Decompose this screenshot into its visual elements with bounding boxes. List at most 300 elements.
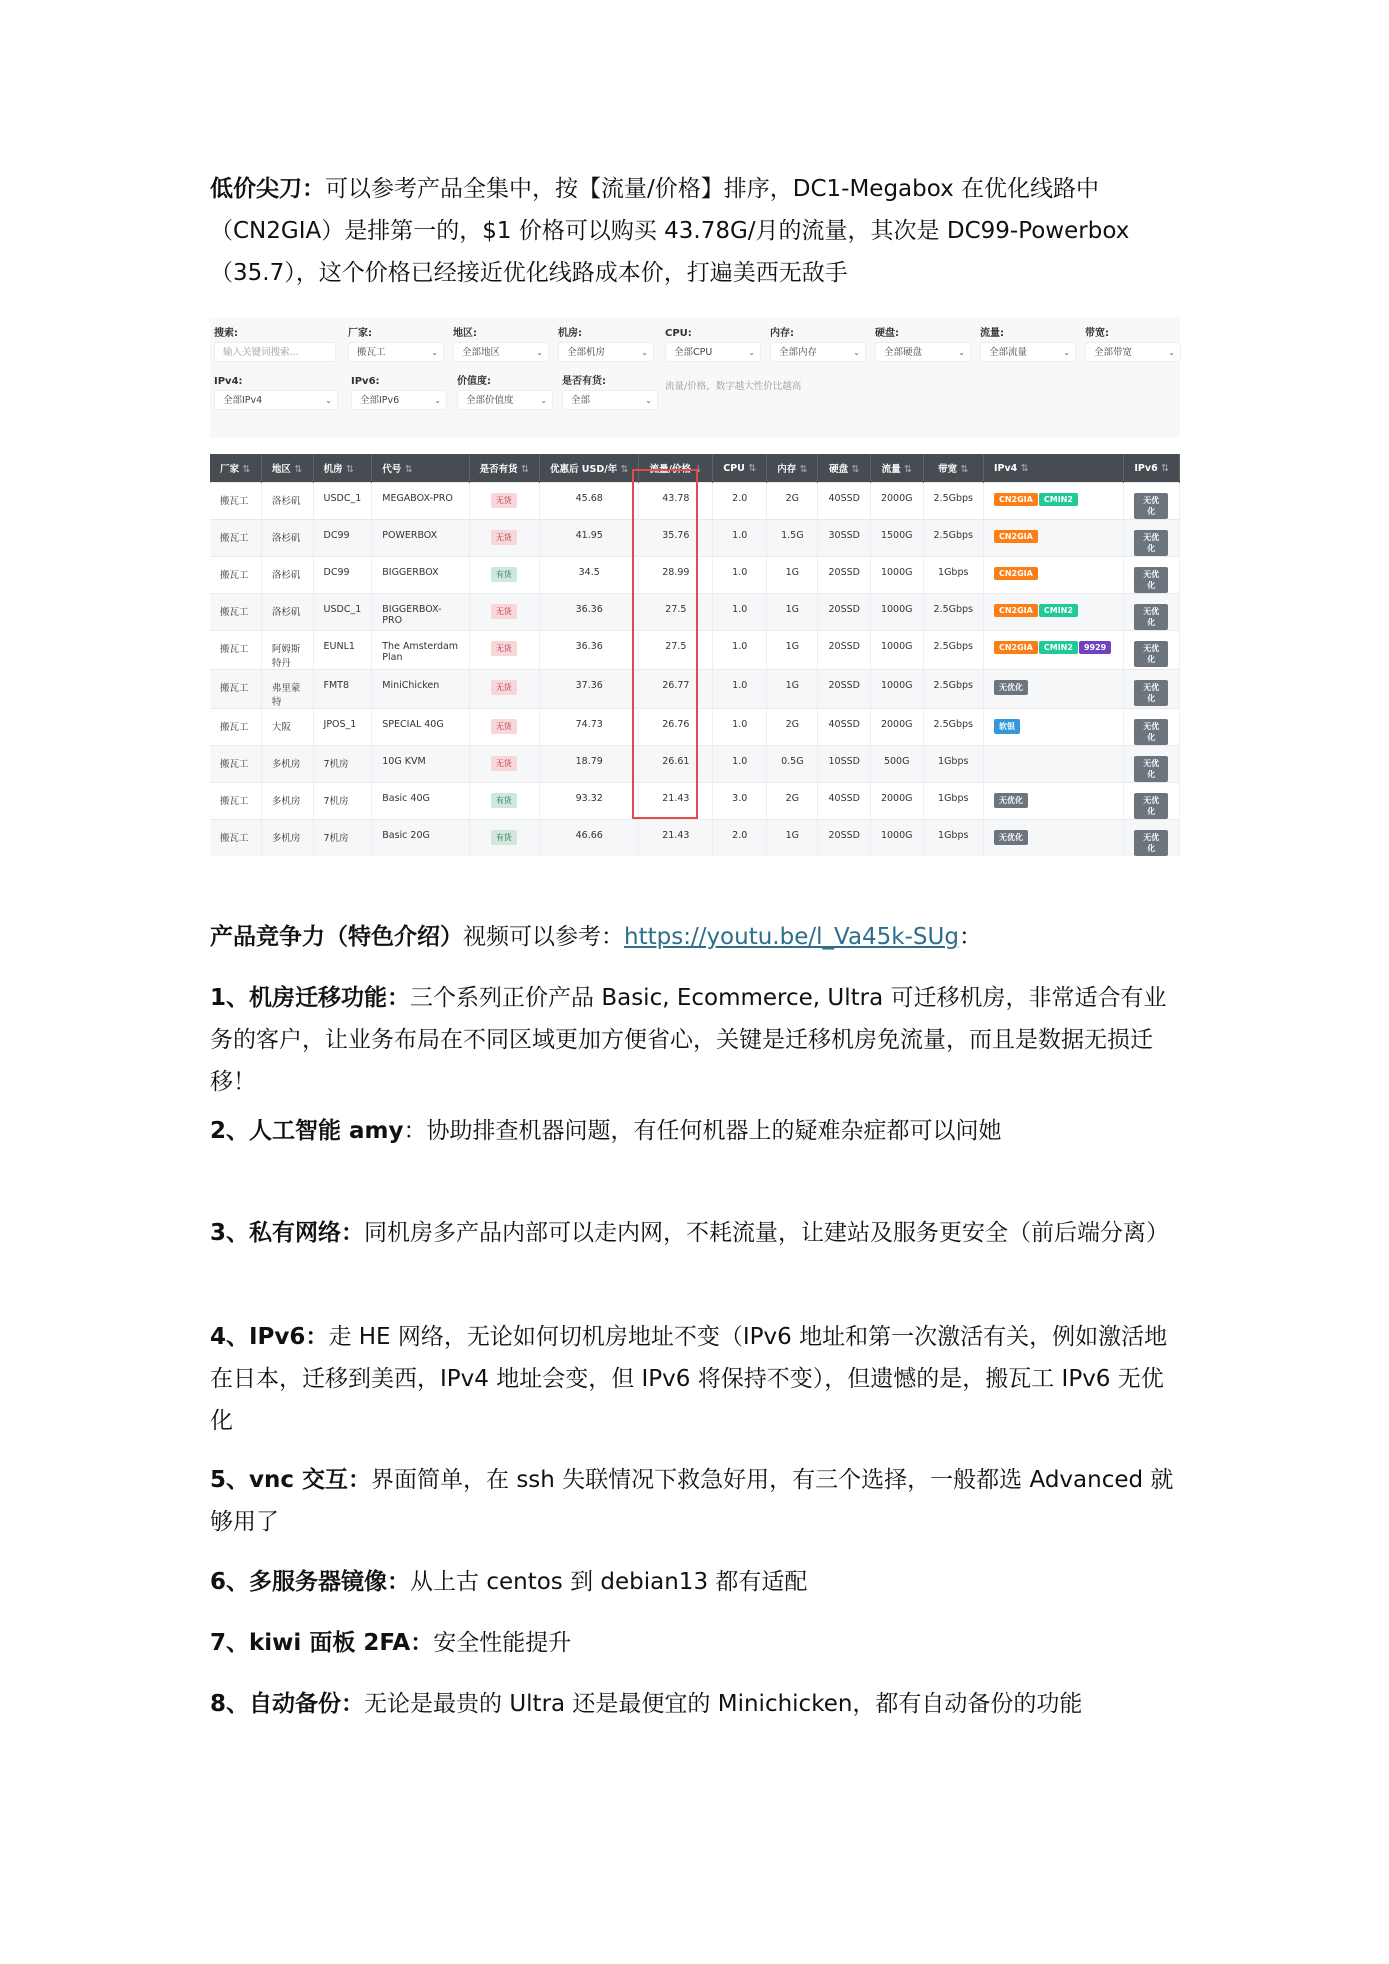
sort-icon[interactable]: ⇅: [404, 464, 413, 475]
column-header[interactable]: [870, 454, 923, 483]
cell-bw: 1Gbps: [923, 557, 983, 594]
cell-region: 多机房: [261, 783, 313, 820]
column-header[interactable]: [372, 454, 469, 483]
filter-label: 搜索:: [214, 328, 238, 339]
cell-ipv6: [1124, 746, 1180, 783]
cell-mem: 1G: [767, 594, 818, 631]
cell-disk: 40SSD: [818, 783, 870, 820]
select-value: 全部带宽: [1094, 347, 1133, 358]
stock-badge: 无货: [491, 604, 517, 619]
cell-dc: FMT8: [313, 670, 372, 709]
cell-mem: 1G: [767, 820, 818, 857]
table-row[interactable]: [210, 594, 1180, 631]
sort-icon[interactable]: ⇅: [1161, 462, 1169, 474]
cell-ratio: 27.5: [639, 631, 713, 670]
bandwidth-select[interactable]: [1085, 342, 1181, 362]
ipv4-route-badge: CN2GIA: [994, 641, 1038, 654]
column-header-label: CPU: [723, 462, 745, 474]
stock-badge: 无货: [491, 641, 517, 656]
chevron-down-icon: ⌄: [958, 348, 965, 357]
cell-code: BIGGERBOX: [372, 557, 469, 594]
chevron-down-icon: ⌄: [536, 348, 543, 357]
feature-heading: 1、机房迁移功能：: [210, 985, 411, 1011]
cell-price: 36.36: [539, 631, 639, 670]
cell-traffic: 1000G: [870, 594, 923, 631]
filter-in-stock: [562, 374, 658, 410]
cell-dc: 7机房: [313, 746, 372, 783]
sort-icon[interactable]: ⇅: [345, 464, 354, 475]
feature-heading: 3、私有网络：: [210, 1220, 365, 1246]
cell-region: 洛杉矶: [261, 520, 313, 557]
cell-ipv4: [983, 631, 1123, 670]
cell-cpu: 1.0: [713, 670, 767, 709]
table-row[interactable]: [210, 709, 1180, 746]
column-header-label: 厂家: [220, 464, 240, 475]
select-value: 搬瓦工: [357, 347, 386, 358]
memory-select[interactable]: [770, 342, 866, 362]
column-header[interactable]: [983, 454, 1123, 483]
table-body: [210, 483, 1180, 857]
cell-disk: 20SSD: [818, 631, 870, 670]
column-header[interactable]: [1124, 454, 1180, 483]
filter-ipv4: [214, 374, 338, 410]
column-header-label: IPv6: [1134, 462, 1158, 474]
intro-paragraph: [210, 168, 1180, 294]
cell-vendor: 搬瓦工: [210, 631, 261, 670]
cell-region: 多机房: [261, 820, 313, 857]
cell-price: 45.68: [539, 483, 639, 520]
ipv6-route-badge: 无优化: [1134, 493, 1168, 519]
filter-value-score: [457, 374, 553, 410]
cell-cpu: 1.0: [713, 631, 767, 670]
filter-label: 带宽:: [1085, 328, 1109, 339]
cell-price: 36.36: [539, 594, 639, 631]
chevron-down-icon: ⌄: [540, 396, 547, 405]
ipv6-route-badge: 无优化: [1134, 641, 1168, 667]
cell-ratio: 27.5: [639, 594, 713, 631]
search-input[interactable]: 输入关键词搜索...: [214, 342, 336, 362]
cell-bw: 1Gbps: [923, 820, 983, 857]
cell-stock: [469, 483, 539, 520]
ipv6-route-badge: 无优化: [1134, 793, 1168, 819]
table-row[interactable]: [210, 557, 1180, 594]
cell-bw: 2.5Gbps: [923, 709, 983, 746]
feature-text: 安全性能提升: [433, 1630, 572, 1656]
cell-cpu: 1.0: [713, 557, 767, 594]
table-header-row: [210, 454, 1180, 483]
column-header-label: 是否有货: [479, 464, 518, 475]
cell-mem: 2G: [767, 709, 818, 746]
cell-ipv4: [983, 709, 1123, 746]
stock-badge: 有货: [491, 793, 517, 808]
ipv4-select[interactable]: [214, 390, 338, 410]
cell-price: 46.66: [539, 820, 639, 857]
cell-region: 弗里蒙特: [261, 670, 313, 709]
cell-traffic: 500G: [870, 746, 923, 783]
cell-ratio: 35.76: [639, 520, 713, 557]
column-header-label: 代号: [382, 464, 402, 475]
cell-cpu: 2.0: [713, 820, 767, 857]
cell-vendor: 搬瓦工: [210, 783, 261, 820]
select-value: 全部地区: [462, 347, 501, 358]
cell-disk: 20SSD: [818, 670, 870, 709]
cell-ipv6: [1124, 820, 1180, 857]
cell-dc: USDC_1: [313, 594, 372, 631]
cell-disk: 40SSD: [818, 483, 870, 520]
ipv4-route-badge: CN2GIA: [994, 530, 1038, 543]
column-header-label: 地区: [271, 464, 291, 475]
cell-price: 18.79: [539, 746, 639, 783]
cell-region: 洛杉矶: [261, 483, 313, 520]
cell-region: 大阪: [261, 709, 313, 746]
feature-item-4: [210, 1316, 1180, 1442]
in-stock-select[interactable]: [562, 390, 658, 410]
feature-text: 从上古 centos 到 debian13 都有适配: [410, 1569, 808, 1595]
filter-label: CPU:: [665, 328, 692, 339]
datacenter-select[interactable]: [558, 342, 654, 362]
feature-text: 无论是最贵的 Ultra 还是最便宜的 Minichicken，都有自动备份的功能: [364, 1691, 1083, 1717]
cell-bw: 2.5Gbps: [923, 483, 983, 520]
stock-badge: 有货: [491, 830, 517, 845]
cell-stock: [469, 820, 539, 857]
table-row[interactable]: [210, 820, 1180, 857]
features-heading: 产品竞争力（特色介绍）: [210, 924, 463, 950]
cell-code: The Amsterdam Plan: [372, 631, 469, 670]
traffic-select[interactable]: [980, 342, 1076, 362]
cell-vendor: 搬瓦工: [210, 746, 261, 783]
feature-text: 三个系列正价产品 Basic, Ecommerce, Ultra 可迁移机房，非常适合有业务的客户，让业务布局在不同区域更加方便省心，关键是迁移机房免流量，而且是数据无损迁移！: [210, 985, 1167, 1095]
cell-price: 93.32: [539, 783, 639, 820]
ipv4-route-badge: 机房已关闭: [998, 759, 1039, 768]
sort-icon[interactable]: ⇅: [799, 464, 808, 475]
cell-dc: 7机房: [313, 820, 372, 857]
filter-disk: [875, 326, 971, 362]
cell-region: 阿姆斯特丹: [261, 631, 313, 670]
sort-icon[interactable]: ⇅: [242, 464, 251, 475]
sort-icon[interactable]: ⇅: [903, 464, 912, 475]
table-row[interactable]: [210, 631, 1180, 670]
cell-traffic: 1500G: [870, 520, 923, 557]
filter-label: IPv4:: [214, 376, 243, 387]
cell-mem: 1G: [767, 557, 818, 594]
disk-select[interactable]: [875, 342, 971, 362]
chevron-down-icon: ⌄: [1168, 348, 1175, 357]
cell-stock: [469, 594, 539, 631]
cell-stock: [469, 746, 539, 783]
column-header-label: 机房: [323, 464, 343, 475]
ipv6-route-badge: 无优化: [1134, 530, 1168, 556]
feature-text: 同机房多产品内部可以走内网，不耗流量，让建站及服务更安全（前后端分离）: [364, 1220, 1170, 1246]
column-header-label: 带宽: [938, 464, 958, 475]
ipv4-route-badge: CN2GIA: [994, 567, 1038, 580]
select-value: 全部: [571, 395, 591, 406]
cell-dc: 7机房: [313, 783, 372, 820]
value-score-select[interactable]: [457, 390, 553, 410]
select-value: 全部CPU: [674, 347, 713, 358]
cell-region: 洛杉矶: [261, 594, 313, 631]
cell-mem: 2G: [767, 783, 818, 820]
cell-ipv4: [983, 820, 1123, 857]
ipv4-route-badge: 软银: [994, 719, 1020, 734]
intro-heading: 低价尖刀：: [210, 176, 325, 202]
cell-ipv4: [983, 483, 1123, 520]
filter-label: 价值度:: [457, 376, 491, 387]
select-value: 全部内存: [779, 347, 818, 358]
table-row[interactable]: [210, 746, 1180, 783]
cell-disk: 20SSD: [818, 557, 870, 594]
ipv6-route-badge: 无优化: [1134, 567, 1168, 593]
sort-icon[interactable]: ⇅: [851, 464, 860, 475]
ipv4-route-badge: CMIN2: [1039, 493, 1078, 506]
column-header[interactable]: [210, 454, 261, 483]
cell-dc: USDC_1: [313, 483, 372, 520]
cell-ipv4: [983, 520, 1123, 557]
cell-cpu: 1.0: [713, 520, 767, 557]
cell-traffic: 1000G: [870, 631, 923, 670]
column-header[interactable]: [313, 454, 372, 483]
cell-ratio: 26.61: [639, 746, 713, 783]
cell-bw: 2.5Gbps: [923, 594, 983, 631]
chevron-down-icon: ⌄: [431, 348, 438, 357]
column-header[interactable]: [713, 454, 767, 483]
cell-price: 34.5: [539, 557, 639, 594]
cell-dc: DC99: [313, 557, 372, 594]
cell-disk: 10SSD: [818, 746, 870, 783]
filter-panel: [210, 318, 1180, 438]
intro-text: 可以参考产品全集中，按【流量/价格】排序，DC1-Megabox 在优化线路中（CN2GIA）是排第一的，$1 价格可以购买 43.78G/月的流量，其次是 DC99-Powerbox（35.7），这个价格已经接近优化线路成本价，打遍美西无敌手: [210, 176, 1130, 286]
cell-ratio: 21.43: [639, 820, 713, 857]
ipv6-route-badge: 无优化: [1134, 830, 1168, 856]
filter-label: 是否有货:: [562, 376, 606, 387]
filter-label: 地区:: [453, 328, 477, 339]
select-value: 全部价值度: [466, 395, 514, 406]
filter-label: 厂家:: [348, 328, 372, 339]
ipv6-select[interactable]: [351, 390, 447, 410]
column-header-label: 硬盘: [829, 464, 849, 475]
feature-heading: 8、自动备份：: [210, 1691, 365, 1717]
ratio-hint: 流量/价格，数字越大性价比越高: [665, 381, 802, 392]
feature-heading: 4、IPv6：: [210, 1324, 329, 1350]
ipv6-route-badge: 无优化: [1134, 604, 1168, 630]
cell-dc: JPOS_1: [313, 709, 372, 746]
cell-dc: DC99: [313, 520, 372, 557]
cell-price: 37.36: [539, 670, 639, 709]
cell-cpu: 1.0: [713, 746, 767, 783]
cell-mem: 1G: [767, 670, 818, 709]
cell-code: SPECIAL 40G: [372, 709, 469, 746]
cell-ipv6: [1124, 557, 1180, 594]
feature-item-8: [210, 1683, 1180, 1725]
cell-vendor: 搬瓦工: [210, 820, 261, 857]
cell-ipv4: [983, 594, 1123, 631]
filter-ipv6: [351, 374, 447, 410]
filter-memory: [770, 326, 866, 362]
stock-badge: 无货: [491, 719, 517, 734]
cell-mem: 2G: [767, 483, 818, 520]
filter-label: 内存:: [770, 328, 794, 339]
cell-disk: 20SSD: [818, 594, 870, 631]
cpu-select[interactable]: [665, 342, 761, 362]
filter-region: [453, 326, 549, 362]
punctuation: ：: [958, 924, 982, 950]
select-value: 全部硬盘: [884, 347, 923, 358]
cell-traffic: 2000G: [870, 783, 923, 820]
ipv4-route-badge: CMIN2: [1039, 604, 1078, 617]
cell-code: 10G KVM: [372, 746, 469, 783]
ipv6-route-badge: 无优化: [1134, 719, 1168, 745]
feature-item-5: [210, 1459, 1180, 1543]
cell-bw: 2.5Gbps: [923, 631, 983, 670]
select-value: 全部IPv4: [223, 395, 263, 406]
chevron-down-icon: ⌄: [434, 396, 441, 405]
sort-icon[interactable]: ⇅: [521, 464, 529, 475]
column-header[interactable]: [818, 454, 870, 483]
chevron-down-icon: ⌄: [645, 396, 652, 405]
table-row[interactable]: [210, 783, 1180, 820]
cell-bw: 2.5Gbps: [923, 520, 983, 557]
cell-price: 41.95: [539, 520, 639, 557]
video-link[interactable]: https://youtu.be/l_Va45k-SUg: [624, 924, 959, 950]
cell-mem: 1G: [767, 631, 818, 670]
cell-bw: 1Gbps: [923, 746, 983, 783]
table-row[interactable]: [210, 483, 1180, 520]
stock-badge: 无货: [491, 680, 517, 695]
cell-code: Basic 40G: [372, 783, 469, 820]
column-header[interactable]: [469, 454, 539, 483]
filter-datacenter: [558, 326, 654, 362]
cell-disk: 20SSD: [818, 820, 870, 857]
sort-icon[interactable]: ⇅: [748, 462, 757, 474]
ipv6-route-badge: 无优化: [1134, 680, 1168, 706]
stock-badge: 无货: [491, 530, 517, 545]
sort-icon[interactable]: ⇅: [294, 464, 303, 475]
cell-code: MiniChicken: [372, 670, 469, 709]
chevron-down-icon: ⌄: [853, 348, 860, 357]
column-header-label: IPv4: [993, 462, 1018, 474]
table-row[interactable]: [210, 670, 1180, 709]
cell-stock: [469, 783, 539, 820]
cell-stock: [469, 520, 539, 557]
ipv4-route-badge: 无优化: [994, 680, 1028, 695]
sort-icon[interactable]: ⇅: [620, 464, 629, 475]
feature-item-6: [210, 1561, 1180, 1603]
column-header[interactable]: [639, 454, 713, 483]
cell-cpu: 2.0: [713, 483, 767, 520]
cell-ipv6: [1124, 520, 1180, 557]
cell-code: MEGABOX-PRO: [372, 483, 469, 520]
cell-bw: 2.5Gbps: [923, 670, 983, 709]
column-header-label: 内存: [777, 464, 797, 475]
cell-region: 洛杉矶: [261, 557, 313, 594]
cell-ipv4: [983, 557, 1123, 594]
chevron-down-icon: ⌄: [641, 348, 648, 357]
feature-item-3: [210, 1212, 1180, 1254]
cell-mem: 0.5G: [767, 746, 818, 783]
table-row[interactable]: [210, 520, 1180, 557]
filter-bandwidth: [1085, 326, 1181, 362]
column-header-label: 流量: [881, 464, 901, 475]
feature-text: 走 HE 网络，无论如何切机房地址不变（IPv6 地址和第一次激活有关，例如激活地在日本，迁移到美西，IPv4 地址会变，但 IPv6 将保持不变），但遗憾的是，搬瓦工 IPv6 无优化: [210, 1324, 1168, 1434]
filter-label: 机房:: [558, 328, 582, 339]
product-table-screenshot: [210, 318, 1180, 853]
sort-icon[interactable]: ⇅: [960, 464, 969, 475]
cell-ipv6: [1124, 631, 1180, 670]
cell-ratio: 26.76: [639, 709, 713, 746]
cell-dc: EUNL1: [313, 631, 372, 670]
filter-label: 硬盘:: [875, 328, 899, 339]
cell-region: 多机房: [261, 746, 313, 783]
sort-desc-icon[interactable]: ↓: [694, 464, 703, 475]
feature-heading: 2、人工智能 amy: [210, 1118, 404, 1144]
column-header[interactable]: [539, 454, 639, 483]
cell-ratio: 21.43: [639, 783, 713, 820]
chevron-down-icon: ⌄: [325, 396, 332, 405]
cell-stock: [469, 631, 539, 670]
cell-vendor: 搬瓦工: [210, 483, 261, 520]
product-table: [210, 454, 1180, 856]
column-header[interactable]: [923, 454, 983, 483]
feature-item-1: [210, 977, 1180, 1103]
filter-label: IPv6:: [351, 376, 380, 387]
cell-ratio: 28.99: [639, 557, 713, 594]
cell-price: 74.73: [539, 709, 639, 746]
feature-text: 界面简单，在 ssh 失联情况下救急好用，有三个选择，一般都选 Advanced 就够用了: [210, 1467, 1174, 1535]
feature-heading: 5、vnc 交互：: [210, 1467, 372, 1493]
feature-heading: 7、kiwi 面板 2FA：: [210, 1630, 434, 1656]
column-header-label: 流量/价格: [649, 464, 691, 475]
vendor-select[interactable]: [348, 342, 444, 362]
chevron-down-icon: ⌄: [1063, 348, 1070, 357]
cell-ipv6: [1124, 670, 1180, 709]
region-select[interactable]: [453, 342, 549, 362]
cell-ratio: 43.78: [639, 483, 713, 520]
stock-badge: 无货: [491, 756, 517, 771]
feature-heading: 6、多服务器镜像：: [210, 1569, 411, 1595]
cell-ipv6: [1124, 709, 1180, 746]
filter-vendor: [348, 326, 444, 362]
chevron-down-icon: ⌄: [748, 348, 755, 357]
cell-cpu: 1.0: [713, 709, 767, 746]
cell-ipv6: [1124, 483, 1180, 520]
ipv6-route-badge: 无优化: [1134, 756, 1168, 782]
filter-traffic: [980, 326, 1076, 362]
cell-vendor: 搬瓦工: [210, 709, 261, 746]
cell-cpu: 3.0: [713, 783, 767, 820]
cell-stock: [469, 709, 539, 746]
cell-ipv4: [983, 670, 1123, 709]
cell-code: Basic 20G: [372, 820, 469, 857]
cell-traffic: 1000G: [870, 670, 923, 709]
cell-code: BIGGERBOX-PRO: [372, 594, 469, 631]
cell-ipv4: [983, 783, 1123, 820]
select-value: 全部流量: [989, 347, 1028, 358]
stock-badge: 无货: [491, 493, 517, 508]
cell-cpu: 1.0: [713, 594, 767, 631]
cell-bw: 1Gbps: [923, 783, 983, 820]
cell-mem: 1.5G: [767, 520, 818, 557]
cell-vendor: 搬瓦工: [210, 670, 261, 709]
feature-item-2: [210, 1110, 1180, 1152]
cell-disk: 30SSD: [818, 520, 870, 557]
column-header[interactable]: [261, 454, 313, 483]
cell-disk: 40SSD: [818, 709, 870, 746]
ipv4-route-badge: 无优化: [994, 793, 1028, 808]
filter-label: 流量:: [980, 328, 1004, 339]
column-header[interactable]: [767, 454, 818, 483]
cell-ipv4: [983, 746, 1123, 783]
cell-vendor: 搬瓦工: [210, 557, 261, 594]
sort-icon[interactable]: ⇅: [1020, 462, 1029, 474]
